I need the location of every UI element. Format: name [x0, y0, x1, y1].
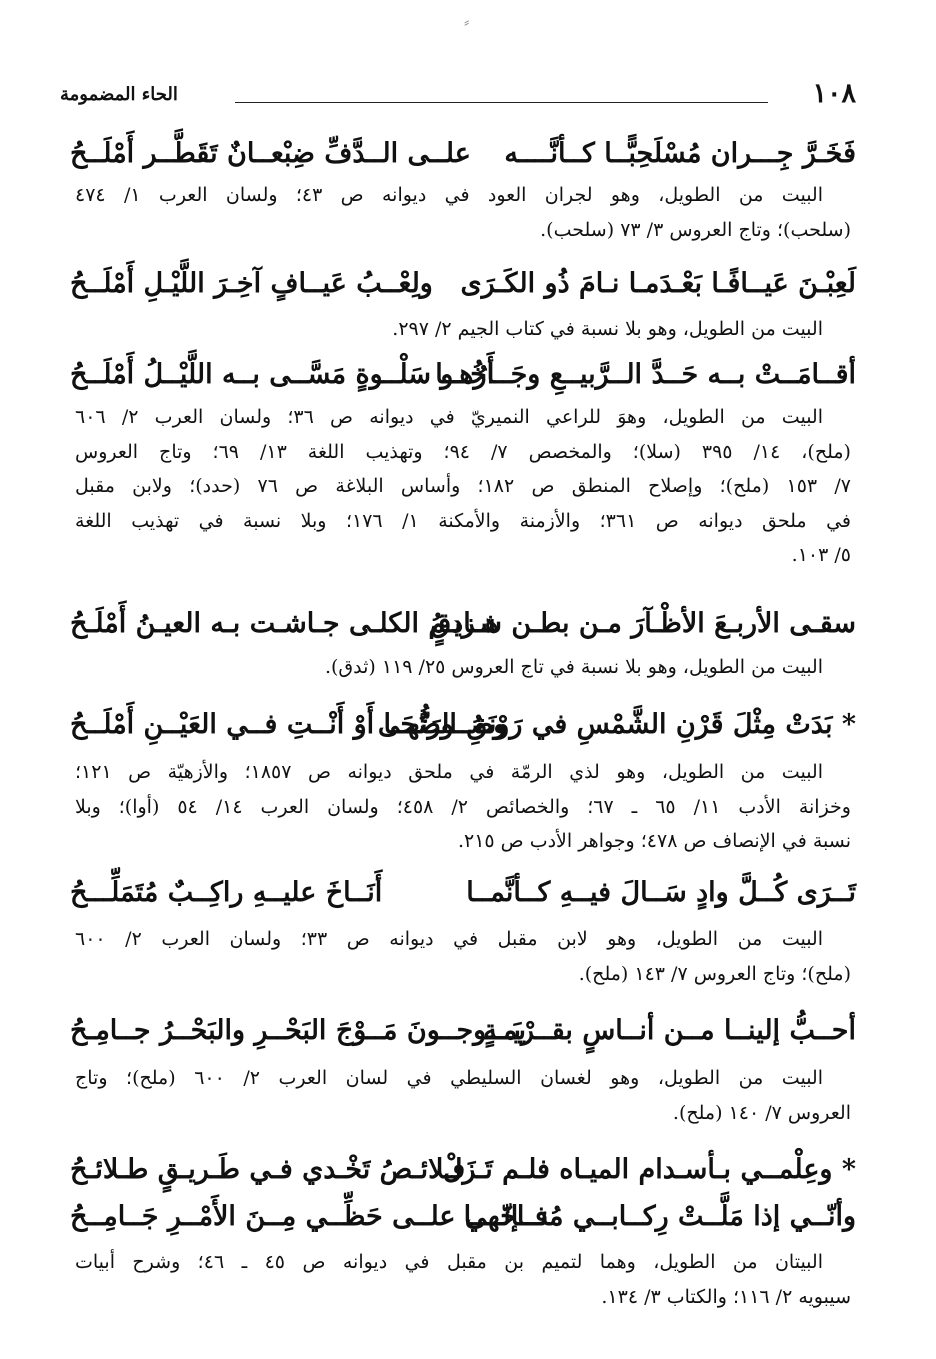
header-rule — [235, 102, 768, 103]
footnote — [75, 922, 851, 991]
footnote — [75, 312, 851, 347]
verse-second-hemistich: علــى الــدَّفِّ ضِبْعــانٌ تَقَطَّــر أَمْلَــحُ — [70, 138, 471, 169]
footnote-line: البيتان من الطويل، وهما لتميم بن مقبل في ديوانه ص ٤٥ ـ ٤٦؛ وشرح أبيات — [75, 1251, 823, 1273]
verse-second-hemistich: ولِعْــبُ عَيــافٍ آخِـرَ اللَّيْـلِ أَمْلَــحُ — [70, 268, 433, 299]
verse-second-hemistich: أَنَــاخَ عليــهِ راكِــبٌ مُتَمَلِّـــحُ — [70, 877, 383, 908]
footnote-line: ٥/ ١٠٣. — [791, 544, 851, 566]
verse-first-hemistich: * وعِلْمــي بـأسـدام الميـاه فلـم تَـزَلْ — [442, 1154, 856, 1185]
footnote-line: البيت من الطويل، وهو لابن مقبل في ديوانه ص ٣٣؛ ولسان العرب ٢/ ٦٠٠ — [75, 928, 824, 950]
page-number: ١٠٨ — [812, 78, 856, 109]
verse-first-hemistich: وأنّــي إذا مَلَّــتْ رِكــابــي مُنــاخَهــا — [463, 1201, 856, 1232]
verse-first-hemistich: لَعِبْـنَ عَيــافًـا بَعْـدَمـا نـامَ ذُو الكَـرَى — [460, 268, 856, 299]
verse-second-hemistich: أَخُــو سَلْــوةٍ مَسَّــى بــه اللَّيْــلُ أَمْلَــحُ — [70, 359, 495, 390]
verse-second-hemistich: فــإنّــي علــى حَظِّــي مِــنَ الأَمْــرِ جَــامِــحُ — [70, 1201, 548, 1232]
verse-second-hemistich: يمــوجــونَ مَــوْجَ البَحْــرِ والبَحْــرُ جــامِـحُ — [70, 1015, 527, 1046]
chapter-title: الحاء المضمومة — [60, 84, 178, 105]
footnote-line: البيت من الطويل، وهو لغسان السليطي في لسان العرب ٢/ ٦٠٠ (ملح)؛ وتاج — [75, 1067, 823, 1089]
footnote-line: العروس ٧/ ١٤٠ (ملح). — [672, 1101, 851, 1124]
verse-first-hemistich: تَــرَى كُــلَّ وادٍ سَــالَ فيــهِ كــأنَّمــا — [466, 877, 856, 908]
footnote-line: البيت من الطويل، وهوَ للراعي النميريّ في ديوانه ص ٣٦؛ ولسان العرب ٢/ ٦٠٦ — [75, 406, 823, 428]
footnote-line: (سلحب)؛ وتاج العروس ٣/ ٧٣ (سلحب). — [540, 218, 851, 241]
footnote-line: البيت من الطويل، وهو لجران العود في ديوانه ص ٤٣؛ ولسان العرب ١/ ٤٧٤ — [75, 184, 824, 206]
footnote-line: في ملحق ديوانه ص ٣٦١؛ والأزمنة والأمكنة ١/ ١٧٦؛ وبلا نسبة في تهذيب اللغة — [75, 509, 851, 532]
scan-mark: ⸗ — [464, 12, 470, 31]
footnote — [75, 1061, 851, 1130]
verse-second-hemistich: وصُــورَتُهــا أَوْ أَنْــتِ فــي العَيْــنِ أَمْلَــحُ — [70, 709, 507, 740]
footnote — [75, 400, 851, 573]
verse-first-hemistich: * بَدَتْ مِثْلَ قَرْنِ الشَّمْسِ في رَوْنَقِ الضُّحَى — [377, 709, 856, 740]
verse-first-hemistich: سقـى الأربـعَ الأظْـآرَ مـن بطـن شـادقٍ — [430, 608, 856, 639]
footnote-line: البيت من الطويل، وهو بلا نسبة في كتاب الجيم ٢/ ٢٩٧. — [392, 318, 823, 340]
footnote-line: ٧/ ١٥٣ (ملح)؛ وإصلاح المنطق ص ١٨٢؛ وأساس البلاغة ص ٧٦ (حدد)؛ ولابن مقبل — [75, 475, 851, 497]
footnote — [75, 755, 851, 859]
verse-first-hemistich: فَخَـرَّ جِـــران مُسْلَحِبًّــا كــأنَّــــه — [504, 138, 856, 169]
verse-first-hemistich: أحــبُّ إلينــا مــن أنــاسٍ بقــرْيَــةٍ — [483, 1015, 856, 1046]
verse-second-hemistich: هـزيـمُ الكلـى جـاشـت بـه العيـنُ أَمْلَـحُ — [70, 608, 499, 639]
footnote-line: وخزانة الأدب ١١/ ٦٥ ـ ٦٧؛ والخصائص ٢/ ٤٥٨؛ ولسان العرب ١٤/ ٥٤ (أوا)؛ وبلا — [75, 795, 851, 818]
footnote-line: نسبة في الإنصاف ص ٤٧٨؛ وجواهر الأدب ص ٢١٥. — [457, 830, 851, 852]
verse-first-hemistich: أقــامَــتْ بــه حَــدَّ الــرَّبيــعِ وجَــارُهــا — [435, 359, 856, 390]
footnote — [75, 650, 851, 685]
footnote-line: (ملح)، ١٤/ ٣٩٥ (سلا)؛ والمخصص ٧/ ٩٤؛ وتهذيب اللغة ١٣/ ٦٩؛ وتاج العروس — [75, 440, 851, 463]
footnote-line: سيبويه ٢/ ١١٦؛ والكتاب ٣/ ١٣٤. — [601, 1285, 851, 1308]
footnote-line: البيت من الطويل، وهو لذي الرمّة في ملحق ديوانه ص ١٨٥٧؛ والأزهيّة ص ١٢١؛ — [75, 761, 823, 783]
footnote-line: (ملح)؛ وتاج العروس ٧/ ١٤٣ (ملح). — [578, 962, 851, 985]
footnote-line: البيت من الطويل، وهو بلا نسبة في تاج العروس ٢٥/ ١١٩ (ثدق). — [324, 656, 823, 678]
footnote — [75, 178, 851, 247]
footnote — [75, 1245, 851, 1314]
verse-second-hemistich: فـلائـصُ تَخْـدي فـي طَـريـقٍ طـلائـحُ — [70, 1154, 466, 1185]
running-header — [60, 78, 856, 114]
